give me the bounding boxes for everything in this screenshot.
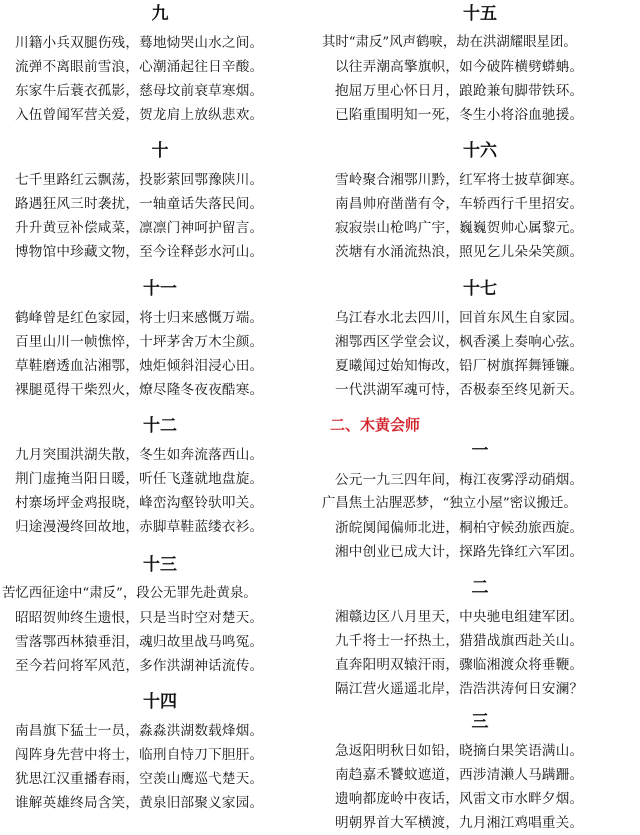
poem-1 xyxy=(320,437,640,564)
poem-line: 湘鄂西区学堂会议，枫香溪上奏响心弦。 xyxy=(335,334,584,350)
poem-line: 荆门虚掩当阳日暖，听任飞蓬就地盘旋。 xyxy=(15,471,264,487)
poem-title: 十四 xyxy=(143,692,177,712)
poem-line: 苦忆西征途中“肃反”，段公无罪先赴黄泉。 xyxy=(2,586,257,601)
poem-line: 犹思江汉重播春雨，空羡山鹰巡弋楚天。 xyxy=(15,771,264,787)
poem-line: 川籍小兵双腿伤残，蓦地恸哭山水之间。 xyxy=(15,35,264,51)
poem-line: 归途漫漫终回故地，赤脚草鞋蓝缕衣衫。 xyxy=(15,519,264,535)
poem-line: 闯阵身先营中将士，临刑自恃刀下胆肝。 xyxy=(15,747,264,763)
poem-line: 南昌旗下猛士一员，淼淼洪湖数载烽烟。 xyxy=(15,723,264,739)
poem-line: 升升黄豆补偿咸菜，凛凛门神呵护留言。 xyxy=(15,220,264,236)
poem-line: 至今若问将军风范，多作洪湖神话流传。 xyxy=(15,658,264,674)
poem-line: 草鞋磨透血沾湘鄂，烛炬倾斜泪浸心田。 xyxy=(15,358,264,374)
poem-title: 十三 xyxy=(143,555,177,575)
poem-line: 流弹不离眼前雪浪，心潮涌起往日辛酸。 xyxy=(15,59,264,75)
poem-16 xyxy=(320,137,640,264)
poem-10 xyxy=(0,137,320,264)
poem-line: 七千里路红云飘荡，投影萦回鄂豫陕川。 xyxy=(15,172,264,188)
poem-15 xyxy=(320,0,640,127)
poem-line: 鹤峰曾是红色家园，将士归来感慨万端。 xyxy=(15,310,264,326)
poem-line: 寂寂崇山枪鸣广宇，巍巍贺帅心属黎元。 xyxy=(335,220,584,236)
poem-13 xyxy=(0,551,320,678)
poem-title: 十一 xyxy=(143,279,177,299)
poem-12 xyxy=(0,412,320,539)
poem-line: 路遇狂风三时袭扰，一轴童话失落民间。 xyxy=(15,196,264,212)
poem-line: 抱屈万里心怀日月，踉跄兼旬脚带铁环。 xyxy=(335,83,584,99)
poem-line: 其时“肃反”风声鹤唳，劫在洪湖耀眼星团。 xyxy=(322,35,577,50)
poem-line: 一代洪湖军魂可恃，否极泰至终见新天。 xyxy=(335,382,584,398)
poem-line: 九千将士一抔热土，猎猎战旗西赴关山。 xyxy=(335,633,584,649)
poem-line: 谁解英雄终局含笑，黄泉旧部聚义家园。 xyxy=(15,795,264,811)
section-heading: 二、木黄会师 xyxy=(330,416,421,434)
poem-title: 一 xyxy=(471,441,489,461)
poem-line: 博物馆中珍藏文物，至今诠释彭水河山。 xyxy=(15,244,264,260)
poem-line: 裸腿觅得干柴烈火，燎尽隆冬夜夜酷寒。 xyxy=(15,382,264,398)
poem-line: 村寨场坪金鸡报晓，峰峦沟壑铃驮叩关。 xyxy=(15,495,264,511)
poem-9 xyxy=(0,0,320,127)
poem-line: 遗响都庞岭中夜话，风雷文市水畔夕烟。 xyxy=(335,791,584,807)
poem-line: 乌江春水北去四川，回首东风生自家园。 xyxy=(335,310,584,326)
left-column xyxy=(0,0,320,829)
poem-line: 夏曦闻过始知悔改，铅厂树旗挥舞锤镰。 xyxy=(335,358,584,374)
poem-title: 三 xyxy=(471,712,489,732)
poem-11 xyxy=(0,275,320,402)
poem-title: 二 xyxy=(471,578,489,598)
poem-title: 十七 xyxy=(463,279,497,299)
poem-title: 九 xyxy=(151,4,169,24)
poem-line: 入伍曾闻军营关爱，贺龙肩上放纵悲欢。 xyxy=(15,107,264,123)
poem-line: 湘赣边区八月里天，中央驰电组建军团。 xyxy=(335,609,584,625)
poem-line: 已陷重围明知一死，冬生小将浴血驰援。 xyxy=(335,107,584,123)
poem-line: 雪岭聚合湘鄂川黔，红军将士披草御寒。 xyxy=(335,172,584,188)
poem-line: 直奔阳明双辕汗雨，骤临湘渡众将垂鞭。 xyxy=(335,657,584,673)
right-column xyxy=(320,0,640,829)
poem-title: 十 xyxy=(151,141,169,161)
poem-line: 东家牛后蓑衣孤影，慈母坟前衰草寒烟。 xyxy=(15,83,264,99)
poem-line: 雪落鄂西林猿垂泪，魂归故里战马鸣冤。 xyxy=(15,634,264,650)
poem-line: 隔江营火遥遥北岸，浩浩洪涛何日安澜？ xyxy=(335,681,584,697)
poem-line: 公元一九三四年间，梅江夜雾浮动硝烟。 xyxy=(335,472,584,488)
poem-title: 十六 xyxy=(463,141,497,161)
poem-line: 九月突围洪湖失散，冬生如奔流落西山。 xyxy=(15,447,264,463)
poem-17 xyxy=(320,275,640,402)
poem-line: 百里山川一帧憔悴，十坪茅舍万木尘颜。 xyxy=(15,334,264,350)
poem-line: 以往弄潮高擎旗帜，如今破阵横劈蟒蚺。 xyxy=(335,59,584,75)
poem-line: 急返阳明秋日如铅，晓摘白果笑语满山。 xyxy=(335,743,584,759)
poem-line: 浙皖阒闻偏师北进，桐柏守候劲旅西旋。 xyxy=(335,520,584,536)
poem-line: 湘中创业已成大计，探路先锋红六军团。 xyxy=(335,544,584,560)
poem-title: 十二 xyxy=(143,416,177,436)
poem-line: 茨塘有水涌流热浪，照见乞儿朵朵笑颜。 xyxy=(335,244,584,260)
poem-3 xyxy=(320,708,640,835)
poem-line: 明朝界首大军横渡，九月湘江鸡唱重关。 xyxy=(335,815,584,831)
poem-2 xyxy=(320,574,640,701)
poem-line: 南昌帅府凿凿有令，车轿西行千里招安。 xyxy=(335,196,584,212)
poem-title: 十五 xyxy=(463,4,497,24)
poem-line: 南趋嘉禾饕蚊遮道，西涉清濑人马蹒跚。 xyxy=(335,767,584,783)
poem-line: 昭昭贺帅终生遗恨，只是当时空对楚天。 xyxy=(15,610,264,626)
poem-line: 广昌焦土沾腥恶梦，“独立小屋”密议搬迁。 xyxy=(322,496,577,511)
poem-14 xyxy=(0,688,320,815)
